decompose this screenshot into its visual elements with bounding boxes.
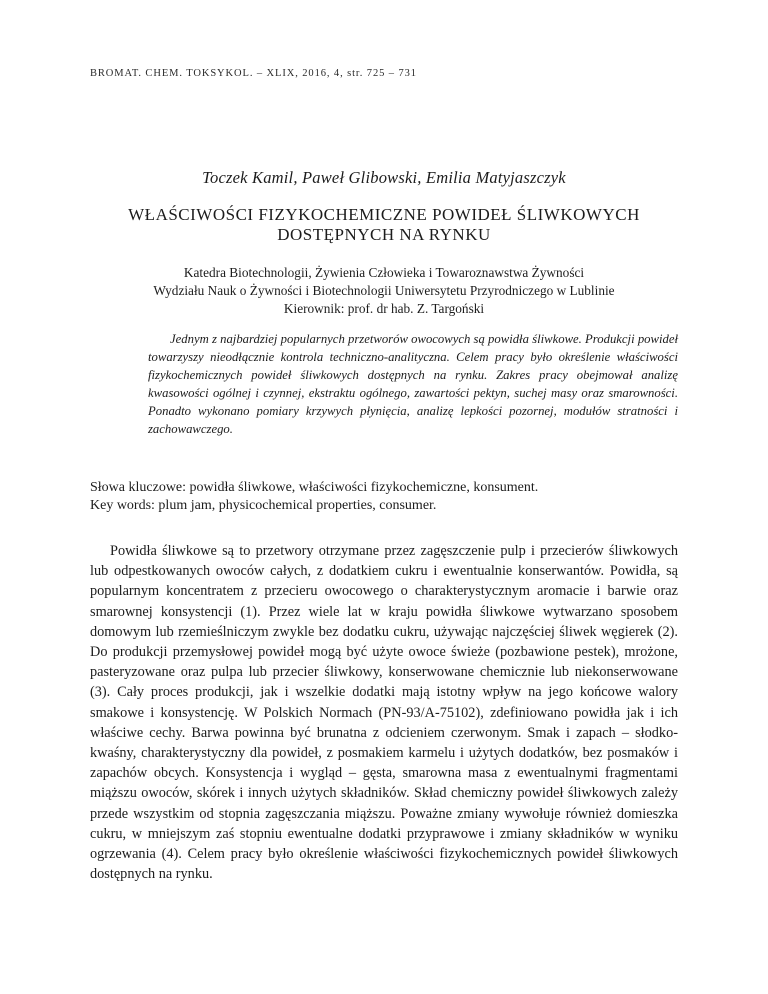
affiliation (60, 264, 708, 318)
abstract: Jednym z najbardziej popularnych przetworów owocowych są powidła śliwkowe. Produkcji powideł towarzyszy nieodłącznie kontrola techniczno-analityczna. Celem pracy było określenie właściwości fizykochemicznych powideł śliwkowych dostępnych na rynku. Zakres pracy obejmował analizę kwasowości ogólnej i czynnej, ekstraktu ogólnego, zawartości pektyn, suchej masy oraz smarowności. Ponadto wykonano pomiary krzywych płynięcia, analizę lepkości pozornej, modułów stratności i zachowawczego. (148, 332, 678, 436)
keywords-polish: Słowa kluczowe: powidła śliwkowe, właściwości fizykochemiczne, konsument. (90, 480, 539, 495)
article-title-line-1: WŁAŚCIWOŚCI FIZYKOCHEMICZNE POWIDEŁ ŚLIWKOWYCH (128, 205, 640, 224)
intro-paragraph: Powidła śliwkowe są to przetwory otrzymane przez zagęszczenie pulp i przecierów śliwkowych lub odpestkowanych owoców całych, z dodatkiem cukru i ewentualnie konserwantów. Powidła, są popularnym koncentratem z przecieru owocowego o charakterystycznym aromacie i barwie oraz smarownej konsystencji (1). Przez wiele lat w kraju powidła śliwkowe wytwarzano sposobem domowym lub rzemieślniczym zwykle bez dodatku cukru, używając najczęściej śliwek węgierek (2). Do produkcji przemysłowej powideł mogą być użyte owoce świeże (pozbawione pestek), mrożone, pasteryzowane oraz pulpa lub przecier śliwkowy, konserwowane chemicznie lub niekonserwowane (3). Cały proces produkcji, jak i wszelkie dodatki mają istotny wpływ na jego końcowe walory smakowe i konsystencję. W Polskich Normach (PN-93/A-75102), zdefiniowano powidła jak i ich właściwe cechy. Barwa powinna być brunatna z odcieniem czerwonym. Smak i zapach – słodko-kwaśny, charakterystyczny dla powideł, z posmakiem karmelu i użytych dodatków, bez posmaków i zapachów obcych. Konsystencja i wygląd – gęsta, smarowna masa z ewentualnymi fragmentami miąższu owoców, skórek i innych użytych składników. Skład chemiczny powideł śliwkowych zależy przede wszystkim od stopnia zagęszczania miąższu. Poważne zmiany wywołuje również domieszka cukru, w mniejszym zaś stopniu ewentualne dodatki przyprawowe i zmiany składników w wyniku ogrzewania (4). Celem pracy było określenie właściwości fizykochemicznych powideł śliwkowych dostępnych na rynku. (90, 543, 678, 883)
keywords-block (90, 479, 678, 515)
author-list: Toczek Kamil, Paweł Glibowski, Emilia Matyjaszczyk (202, 168, 566, 187)
article-title-line-2: DOSTĘPNYCH NA RYNKU (277, 225, 491, 244)
article-title (90, 205, 678, 245)
keywords-english: Key words: plum jam, physicochemical properties, consumer. (90, 498, 437, 513)
affiliation-line-3: Kierownik: prof. dr hab. Z. Targoński (283, 301, 485, 316)
affiliation-line-1: Katedra Biotechnologii, Żywienia Człowieka i Towaroznawstwa Żywności (183, 265, 585, 280)
journal-reference: BROMAT. CHEM. TOKSYKOL. – XLIX, 2016, 4, str. 725 – 731 (90, 68, 417, 79)
affiliation-line-2: Wydziału Nauk o Żywności i Biotechnologii Uniwersytetu Przyrodniczego w Lublinie (153, 283, 615, 298)
